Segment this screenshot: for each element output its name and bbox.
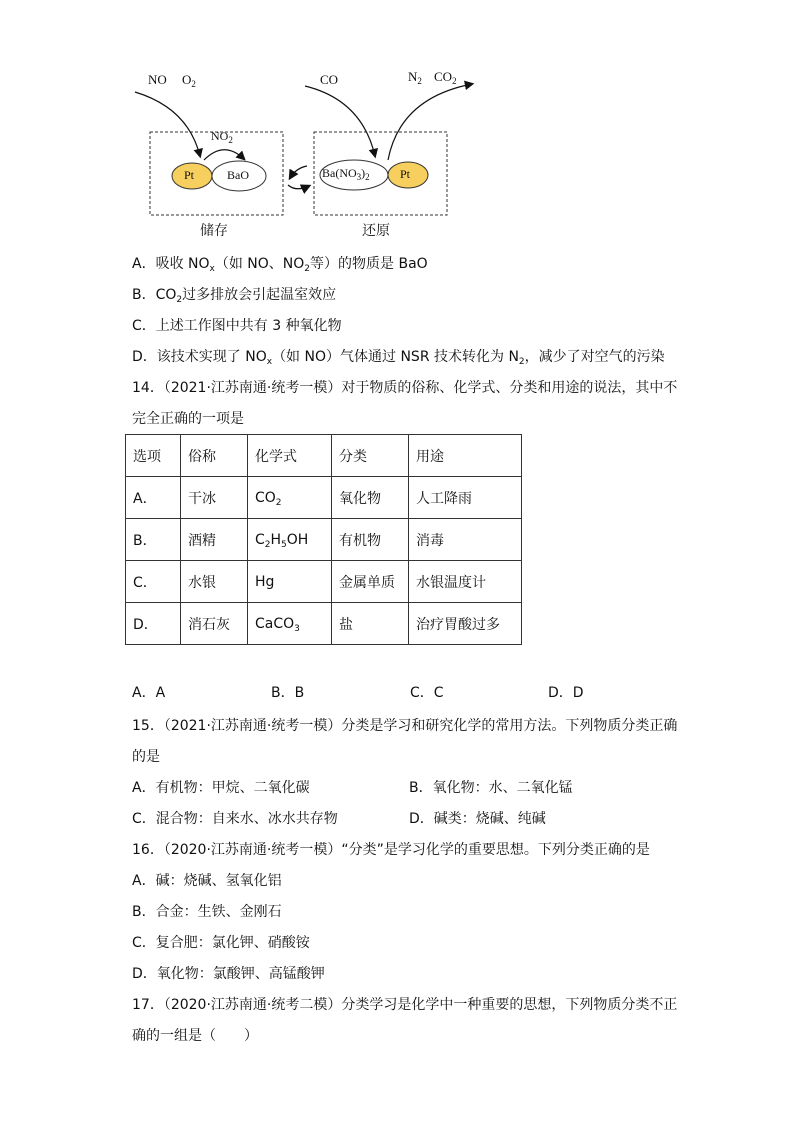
ba-no3-label: $Ba(NO_3)_2$ — [322, 166, 370, 182]
co-arrow — [305, 86, 375, 156]
cell-use: 水银温度计 — [409, 561, 522, 603]
output-arrow — [388, 84, 472, 160]
cell-name: 酒精 — [181, 519, 248, 561]
q15-stem-line2: 的是 — [132, 749, 160, 765]
table-row — [126, 477, 522, 519]
cell-name: 水银 — [181, 561, 248, 603]
q14-answer-b: B．B — [271, 685, 305, 701]
q16-option-d: D．氧化物：氯酸钾、高锰酸钾 — [132, 966, 325, 982]
n2-label: $N_2$ — [408, 69, 422, 86]
input-no-label: NO — [148, 72, 167, 87]
co-label: CO — [320, 72, 339, 87]
cell-name: 消石灰 — [181, 603, 248, 645]
q13-option-d: D．该技术实现了 $NO_x$（如 NO）气体通过 NSR 技术转化为 $N_2$，减少了对空气的污染 — [132, 349, 665, 367]
q14-answer-d: D．D — [548, 685, 584, 701]
q15-stem-line1: 15．（2021·江苏南通·统考一模）分类是学习和研究化学的常用方法。下列物质分类正确 — [132, 718, 678, 734]
cell-class: 氧化物 — [332, 477, 409, 519]
cycle-arrow-bottom — [288, 185, 309, 189]
q15-option-b: B．氧化物：水、二氧化锰 — [409, 780, 573, 796]
cycle-arrow-top — [290, 166, 307, 178]
q17-stem-line1: 17．（2020·江苏南通·统考二模）分类学习是化学中一种重要的思想，下列物质分类不正 — [132, 997, 678, 1013]
cell-use: 治疗胃酸过多 — [409, 603, 522, 645]
q16-option-c: C．复合肥：氯化钾、硝酸铵 — [132, 935, 310, 951]
q14-stem-line1: 14．（2021·江苏南通·统考一模）对于物质的俗称、化学式、分类和用途的说法，其中不 — [132, 380, 678, 396]
table-header-row — [126, 435, 522, 477]
cell-formula: CaCO$_3$ — [248, 603, 332, 645]
q13-option-a: A．吸收 $NO_x$（如 NO、$NO_2$等）的物质是 BaO — [132, 256, 428, 274]
header-common-name: 俗称 — [181, 435, 248, 477]
input-o2-label: $O_2$ — [182, 72, 196, 89]
no2-arrow — [204, 150, 244, 160]
cell-option: A． — [126, 477, 181, 519]
q16-option-a: A．碱：烧碱、氢氧化铝 — [132, 873, 282, 889]
q14-stem-line2: 完全正确的一项是 — [132, 411, 244, 427]
q13-option-c: C．上述工作图中共有 3 种氧化物 — [132, 318, 342, 334]
q16-option-b: B．合金：生铁、金刚石 — [132, 904, 282, 920]
table-row — [126, 561, 522, 603]
cell-option: B． — [126, 519, 181, 561]
cell-formula: Hg — [248, 561, 332, 603]
cell-name: 干冰 — [181, 477, 248, 519]
co2-label: $CO_2$ — [434, 69, 457, 86]
pt-left-label: Pt — [184, 168, 195, 182]
cell-use: 人工降雨 — [409, 477, 522, 519]
q15-option-a: A．有机物：甲烷、二氧化碳 — [132, 780, 310, 796]
nsr-diagram — [0, 0, 794, 250]
pt-right-label: Pt — [400, 167, 411, 181]
input-arrow-left — [135, 92, 200, 156]
no2-label: $NO_2$ — [211, 129, 233, 145]
cell-formula: $C_2H_5OH$ — [248, 519, 332, 561]
q14-table — [125, 434, 522, 645]
bao-label: BaO — [227, 168, 249, 182]
q16-stem: 16．（2020·江苏南通·统考一模）“分类”是学习化学的重要思想。下列分类正确的是 — [132, 842, 650, 858]
cell-option: C． — [126, 561, 181, 603]
q15-option-d: D．碱类：烧碱、纯碱 — [409, 811, 546, 827]
q13-option-b: B．$CO_2$过多排放会引起温室效应 — [132, 287, 337, 305]
q17-stem-line2: 确的一组是（ ） — [132, 1028, 258, 1044]
cell-class: 有机物 — [332, 519, 409, 561]
cell-option: D． — [126, 603, 181, 645]
table-row — [126, 603, 522, 645]
header-formula: 化学式 — [248, 435, 332, 477]
cell-formula: $CO_2$ — [248, 477, 332, 519]
header-class: 分类 — [332, 435, 409, 477]
cell-class: 金属单质 — [332, 561, 409, 603]
q15-option-c: C．混合物：自来水、冰水共存物 — [132, 811, 338, 827]
table-row — [126, 519, 522, 561]
header-use: 用途 — [409, 435, 522, 477]
q14-answer-c: C．C — [410, 685, 444, 701]
header-option: 选项 — [126, 435, 181, 477]
cell-use: 消毒 — [409, 519, 522, 561]
reduce-label: 还原 — [362, 223, 390, 239]
cell-class: 盐 — [332, 603, 409, 645]
storage-label: 储存 — [200, 223, 228, 239]
q14-answer-a: A．A — [132, 685, 166, 701]
